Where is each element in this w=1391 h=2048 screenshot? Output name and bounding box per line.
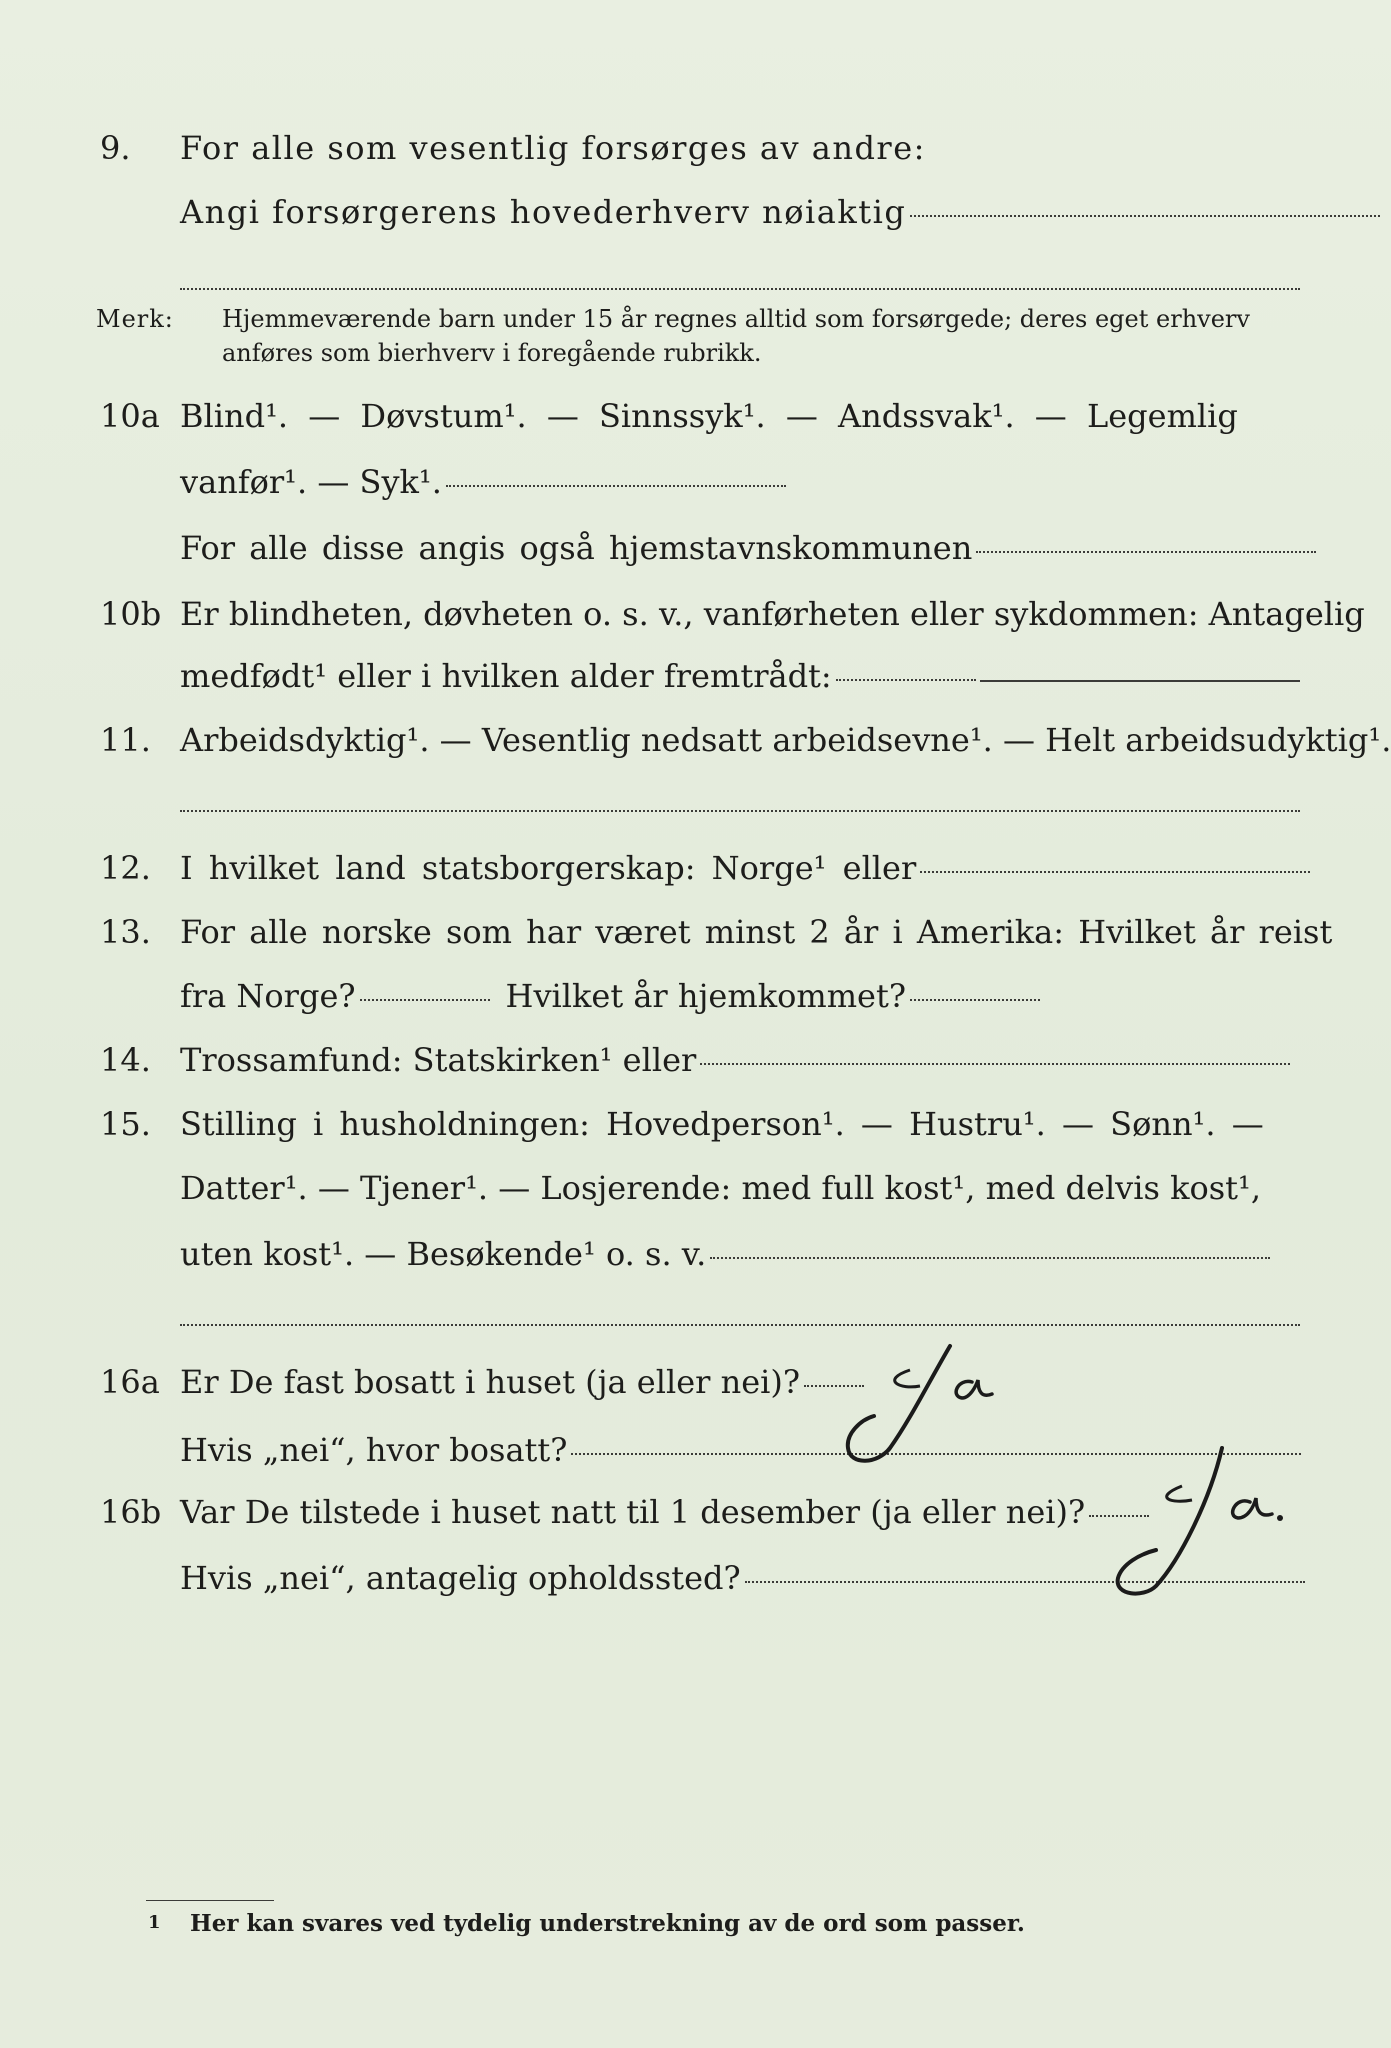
question-number: 11. [100,721,151,759]
note-text: anføres som bierhverv i foregående rubrikk. [222,339,762,367]
question-text: Hvilket år hjemkommet? [505,977,906,1015]
footnote-text: Her kan svares ved tydelig understrekning av de ord som passer. [190,1910,1025,1937]
question-text: I hvilket land statsborgerskap: Norge¹ eller [180,849,917,887]
answer-field[interactable] [910,214,1380,217]
question-text: For alle norske som har været minst 2 år i Amerika: Hvilket år reist [180,913,1333,951]
answer-field[interactable] [180,810,1300,812]
question-text: Angi forsørgerens hovederhverv nøiaktig [180,193,907,231]
handwritten-answer-ja [1060,1440,1290,1600]
note-label: Merk: [96,305,174,333]
question-text: Trossamfund: Statskirken¹ eller [180,1041,697,1079]
footnote-mark: 1 [148,1912,161,1933]
answer-field[interactable] [180,1324,1300,1326]
question-number: 13. [100,913,151,951]
answer-field[interactable] [910,998,1040,1001]
note-text: Hjemmeværende barn under 15 år regnes alltid som forsørgede; deres eget erhverv [222,305,1250,333]
question-text: vanfør¹. — Syk¹. [180,463,442,501]
question-text: Hvis „nei“, antagelig opholdssted? [180,1559,741,1597]
question-text: Blind¹. — Døvstum¹. — Sinnssyk¹. — Andssvak¹. — Legemlig [180,397,1238,435]
question-number: 14. [100,1041,151,1079]
answer-field[interactable] [360,998,490,1001]
question-text: Hvis „nei“, hvor bosatt? [180,1431,568,1469]
answer-field[interactable] [920,870,1310,873]
question-text: For alle disse angis også hjemstavnskommunen [180,529,973,567]
question-number: 15. [100,1105,151,1143]
note-block [0,302,1391,372]
question-number: 16a [100,1363,160,1401]
answer-field[interactable] [446,484,786,487]
question-text: Stilling i husholdningen: Hovedperson¹. — Hustru¹. — Sønn¹. — [180,1105,1264,1143]
question-text: uten kost¹. — Besøkende¹ o. s. v. [180,1235,707,1273]
handwritten-answer-ja [800,1340,1000,1470]
answer-field[interactable] [710,1256,1270,1259]
question-number: 16b [100,1493,162,1531]
answer-field[interactable] [180,288,1300,290]
answer-field[interactable] [700,1062,1290,1065]
answer-field[interactable] [976,550,1316,553]
question-text: medfødt¹ eller i hvilken alder fremtrådt: [180,657,832,695]
question-number: 12. [100,849,151,887]
question-number: 10a [100,397,160,435]
footnote-rule [146,1900,274,1901]
question-number: 10b [100,595,162,633]
question-text: fra Norge? [180,977,356,1015]
question-text: Er De fast bosatt i huset (ja eller nei)? [180,1363,801,1401]
answer-field[interactable] [836,678,976,681]
question-text: Var De tilstede i huset natt til 1 desember (ja eller nei)? [180,1493,1086,1531]
question-text: Datter¹. — Tjener¹. — Losjerende: med full kost¹, med delvis kost¹, [180,1169,1262,1207]
answer-field[interactable] [980,680,1300,682]
question-text: Arbeidsdyktig¹. — Vesentlig nedsatt arbeidsevne¹. — Helt arbeidsudyktig¹. [180,721,1391,759]
question-number: 9. [100,129,131,167]
question-text: Er blindheten, døvheten o. s. v., vanførheten eller sykdommen: Antagelig [180,595,1365,633]
question-text: For alle som vesentlig forsørges av andre: [180,129,926,167]
